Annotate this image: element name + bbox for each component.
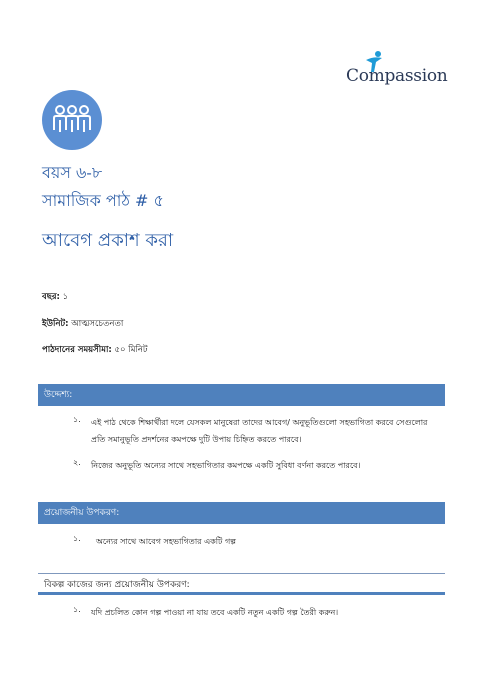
compassion-logo (346, 50, 456, 90)
duration-value: ৫০ মিনিট (114, 345, 148, 355)
objective-item: নিজের অনুভূতি অন্যের সাথে সহভাগিতার কমপক্ষে একটি সুবিধা বর্ণনা করতে পারবে। (91, 461, 361, 470)
lesson-topic-title: আবেগ প্রকাশ করা (42, 230, 174, 251)
objective-item: এই পাঠ থেকে শিক্ষার্থীরা দলে যেসকল মানুষেরা তাদের আবেগ/ অনুভূতিগুলো সহভাগিতা করবে সেগুলোর প্রতি সমানুভূতি প্রদর্শনের কমপক্ষে দুটি উপায় চিহ্নিত করতে পারবে। (91, 418, 428, 444)
list-item-number: ২. (73, 458, 81, 467)
materials-heading: প্রয়োজনীয় উপকরণ: (38, 502, 445, 524)
duration-info (42, 343, 148, 357)
duration-label: পাঠদানের সময়সীমা: (42, 345, 112, 355)
list-item-number: ১. (73, 605, 81, 614)
lesson-number-heading: সামাজিক পাঠ # ৫ (42, 191, 164, 210)
unit-info (42, 317, 123, 331)
alternative-material-item: যদি প্রচলিত কোন গল্প পাওয়া না যায় তবে একটি নতুন একটি গল্প তৈরী করুন। (91, 608, 339, 617)
objectives-heading: উদ্দেশ্য: (38, 384, 445, 406)
unit-value: আত্মসচেতনতা (71, 319, 124, 329)
material-item: অন্যের সাথে আবেগ সহভাগিতার একটি গল্প (96, 537, 236, 546)
year-label: বছর: (42, 292, 60, 302)
age-range-heading: বয়স ৬-৮ (42, 163, 103, 182)
list-item-number: ১. (73, 534, 81, 543)
year-info (42, 290, 68, 304)
year-value: ১ (62, 292, 69, 302)
group-of-people-icon (42, 90, 102, 150)
logo-wordmark: Compassion (346, 66, 448, 86)
list-item-number: ১. (73, 415, 81, 424)
age-group-badge (42, 90, 102, 150)
unit-label: ইউনিট: (42, 319, 69, 329)
alternative-materials-heading: বিকল্প কাজের জন্য প্রয়োজনীয় উপকরণ: (38, 573, 445, 595)
